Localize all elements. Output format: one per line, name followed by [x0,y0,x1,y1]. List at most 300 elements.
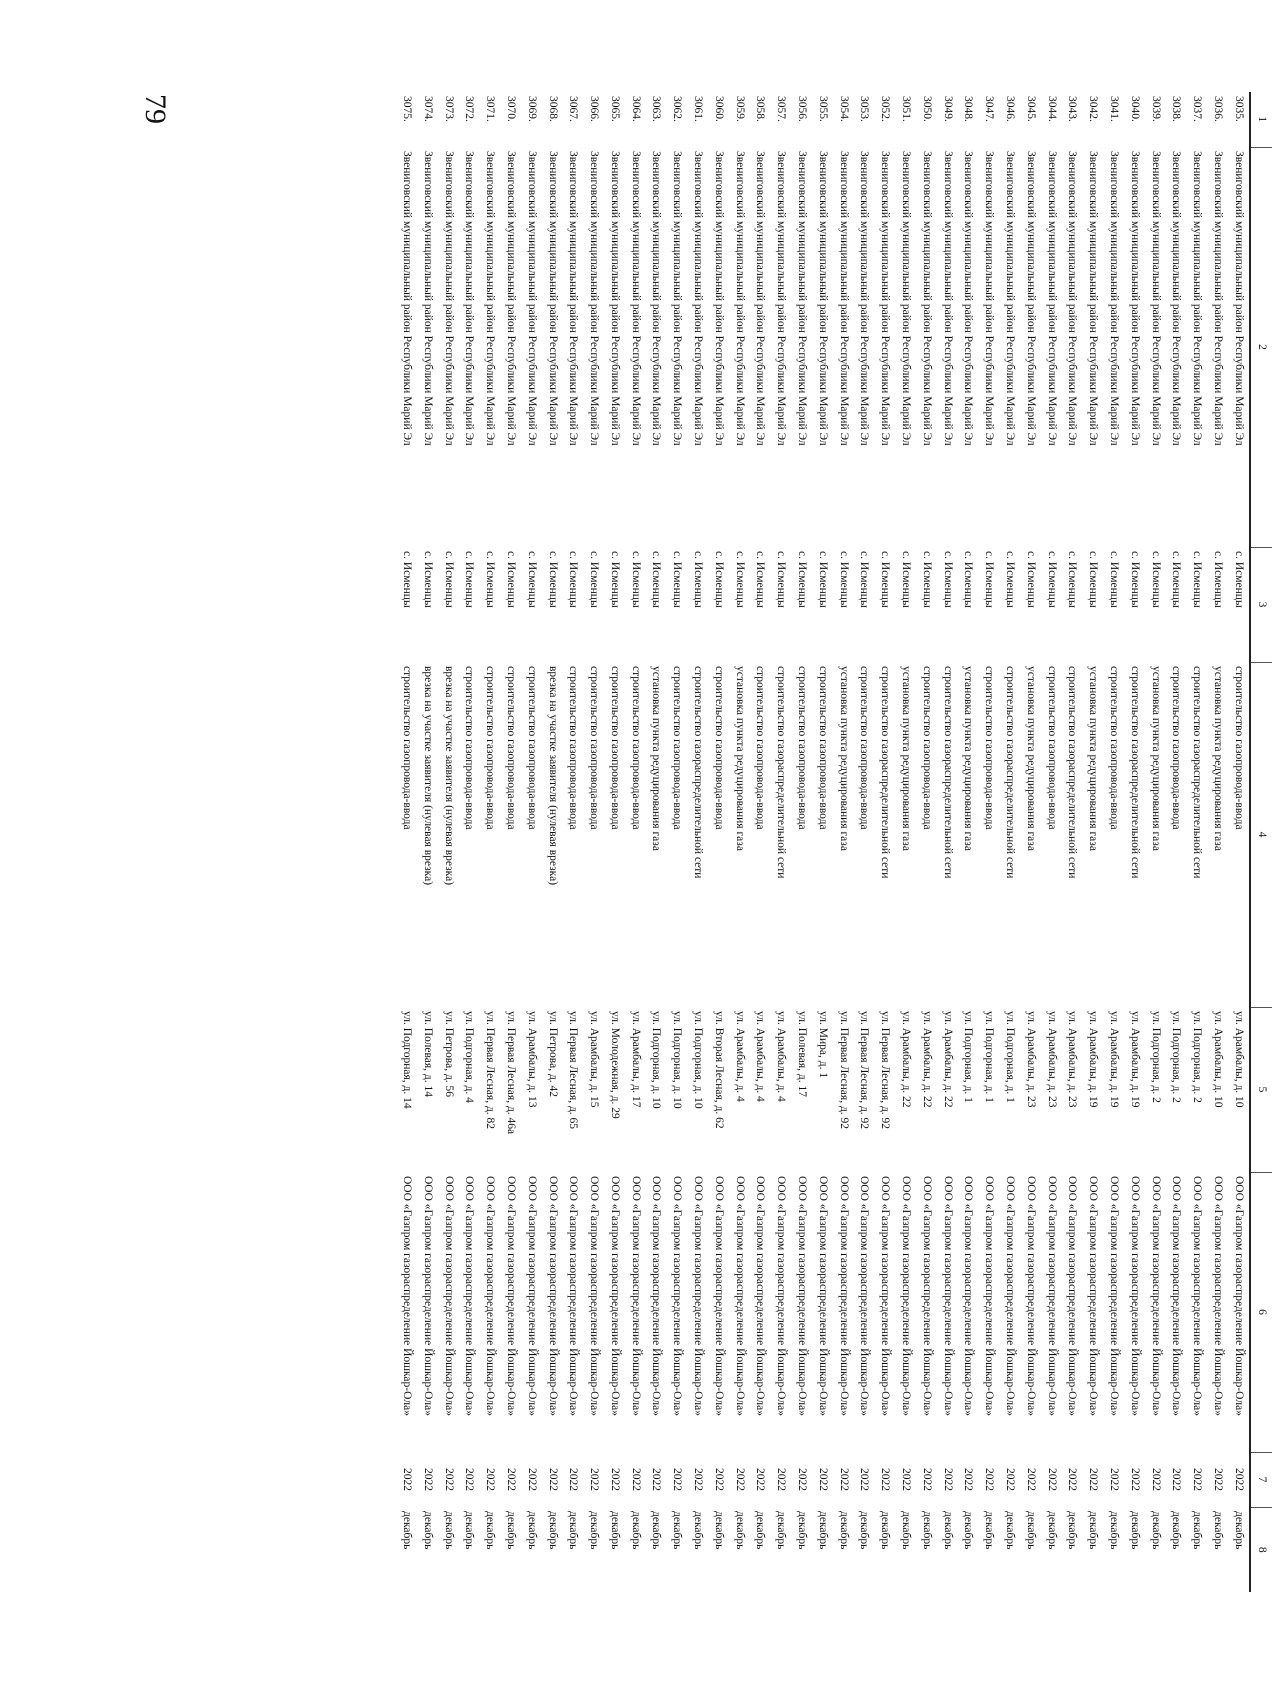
header-row [1250,92,1272,1592]
settlement-cell: с. Исменцы [900,551,913,608]
settlement-cell: с. Исменцы [1232,551,1245,608]
year-cell: 2022 [962,1468,975,1491]
month-cell: декабрь [1149,1511,1162,1550]
municipality-cell: Звениговский муниципальный район Республики Марий Эл [1108,151,1121,446]
month-cell: декабрь [1212,1511,1225,1550]
month-cell: декабрь [712,1511,725,1550]
settlement-cell: с. Исменцы [754,551,767,608]
row-number: 3038. [1170,96,1183,122]
table-row [792,92,813,1592]
municipality-cell: Звениговский муниципальный район Республики Марий Эл [421,151,434,446]
address-cell: ул. Вторая Лесная, д. 62 [712,1011,725,1129]
month-cell: декабрь [837,1511,850,1550]
work-type-cell: строительство газопровода-ввода [504,666,517,830]
table-row [1083,92,1104,1592]
settlement-cell: с. Исменцы [1045,551,1058,608]
settlement-cell: с. Исменцы [671,551,684,608]
settlement-cell: с. Исменцы [692,551,705,608]
month-cell: декабрь [816,1511,829,1550]
table-row [605,92,626,1592]
page-number: 79 [139,94,172,124]
settlement-cell: с. Исменцы [796,551,809,608]
table-row [667,92,688,1592]
municipality-cell: Звениговский муниципальный район Республики Марий Эл [1024,151,1037,446]
table-row [584,92,605,1592]
municipality-cell: Звениговский муниципальный район Республики Марий Эл [733,151,746,446]
row-number: 3035. [1232,96,1245,122]
municipality-cell: Звениговский муниципальный район Республики Марий Эл [983,151,996,446]
row-number: 3056. [796,96,809,122]
year-cell: 2022 [879,1468,892,1491]
organization-cell: ООО «Газпром газораспределение Йошкар-Ола» [1024,1176,1037,1416]
settlement-cell: с. Исменцы [1128,551,1141,608]
address-cell: ул. Арамбалы, д. 22 [920,1011,933,1108]
organization-cell: ООО «Газпром газораспределение Йошкар-Ола» [567,1176,580,1416]
work-type-cell: врезка на участке заявителя (нулевая врезка) [442,666,455,886]
address-cell: ул. Арамбалы, д. 4 [733,1011,746,1102]
month-cell: декабрь [546,1511,559,1550]
row-number: 3069. [525,96,538,122]
municipality-cell: Звениговский муниципальный район Республики Марий Эл [858,151,871,446]
address-cell: ул. Подгорная, д. 14 [400,1011,413,1109]
address-cell: ул. Первая Лесная, д. 92 [837,1011,850,1130]
municipality-cell: Звениговский муниципальный район Республики Марий Эл [650,151,663,446]
table-row [459,92,480,1592]
work-type-cell: строительство газопровода-ввода [712,666,725,830]
settlement-cell: с. Исменцы [816,551,829,608]
month-cell: декабрь [442,1511,455,1550]
organization-cell: ООО «Газпром газораспределение Йошкар-Ола» [1191,1176,1204,1416]
year-cell: 2022 [1170,1468,1183,1491]
header-col-7: 7 [1250,1452,1272,1507]
work-type-cell: строительство газопровода-ввода [754,666,767,830]
address-cell: ул. Арамбалы, д. 10 [1232,1011,1245,1108]
municipality-cell: Звениговский муниципальный район Республики Марий Эл [775,151,788,446]
settlement-cell: с. Исменцы [1108,551,1121,608]
row-number: 3048. [962,96,975,122]
address-cell: ул. Подгорная, д. 10 [692,1011,705,1109]
address-cell: ул. Первая Лесная, д. 92 [879,1011,892,1130]
municipality-cell: Звениговский муниципальный район Республики Марий Эл [671,151,684,446]
settlement-cell: с. Исменцы [941,551,954,608]
settlement-cell: с. Исменцы [546,551,559,608]
header-col-2: 2 [1250,147,1272,547]
organization-cell: ООО «Газпром газораспределение Йошкар-Ола» [858,1176,871,1416]
month-cell: декабрь [879,1511,892,1550]
address-cell: ул. Подгорная, д. 10 [650,1011,663,1109]
municipality-cell: Звениговский муниципальный район Республики Марий Эл [1045,151,1058,446]
table-row [854,92,875,1592]
month-cell: декабрь [1004,1511,1017,1550]
municipality-cell: Звениговский муниципальный район Республики Марий Эл [712,151,725,446]
row-number: 3051. [900,96,913,122]
settlement-cell: с. Исменцы [629,551,642,608]
year-cell: 2022 [796,1468,809,1491]
month-cell: декабрь [858,1511,871,1550]
work-type-cell: строительство газораспределительной сети [1128,666,1141,879]
organization-cell: ООО «Газпром газораспределение Йошкар-Ола» [421,1176,434,1416]
table-row [688,92,709,1592]
row-number: 3055. [816,96,829,122]
settlement-cell: с. Исменцы [421,551,434,608]
settlement-cell: с. Исменцы [1066,551,1079,608]
work-type-cell: строительство газопровода-ввода [1108,666,1121,830]
row-number: 3070. [504,96,517,122]
address-cell: ул. Арамбалы, д. 22 [900,1011,913,1108]
organization-cell: ООО «Газпром газораспределение Йошкар-Ола» [588,1176,601,1416]
month-cell: декабрь [484,1511,497,1550]
year-cell: 2022 [712,1468,725,1491]
table-row [625,92,646,1592]
month-cell: декабрь [1128,1511,1141,1550]
table-row [1000,92,1021,1592]
row-number: 3075. [400,96,413,122]
table-row [1124,92,1145,1592]
address-cell: ул. Подгорная, д. 1 [962,1011,975,1103]
year-cell: 2022 [1232,1468,1245,1491]
rotated-table-container [384,92,1272,1592]
municipality-cell: Звениговский муниципальный район Республики Марий Эл [1128,151,1141,446]
organization-cell: ООО «Газпром газораспределение Йошкар-Ола» [796,1176,809,1416]
organization-cell: ООО «Газпром газораспределение Йошкар-Ола» [1066,1176,1079,1416]
work-type-cell: строительство газопровода-ввода [484,666,497,830]
municipality-cell: Звениговский муниципальный район Республики Марий Эл [962,151,975,446]
month-cell: декабрь [400,1511,413,1550]
month-cell: декабрь [1024,1511,1037,1550]
address-cell: ул. Подгорная, д. 2 [1170,1011,1183,1103]
work-type-cell: строительство газопровода-ввода [525,666,538,830]
work-type-cell: установка пункта редуцирования газа [1024,666,1037,851]
year-cell: 2022 [858,1468,871,1491]
year-cell: 2022 [671,1468,684,1491]
month-cell: декабрь [733,1511,746,1550]
settlement-cell: с. Исменцы [1004,551,1017,608]
month-cell: декабрь [1232,1511,1245,1550]
address-cell: ул. Арамбалы, д. 15 [588,1011,601,1108]
table-row [958,92,979,1592]
month-cell: декабрь [1087,1511,1100,1550]
month-cell: декабрь [504,1511,517,1550]
settlement-cell: с. Исменцы [484,551,497,608]
organization-cell: ООО «Газпром газораспределение Йошкар-Ола» [1004,1176,1017,1416]
municipality-cell: Звениговский муниципальный район Республики Марий Эл [400,151,413,446]
row-number: 3074. [421,96,434,122]
address-cell: ул. Арамбалы, д. 19 [1128,1011,1141,1108]
work-type-cell: строительство газопровода-ввода [400,666,413,830]
year-cell: 2022 [920,1468,933,1491]
month-cell: декабрь [1191,1511,1204,1550]
organization-cell: ООО «Газпром газораспределение Йошкар-Ола» [920,1176,933,1416]
organization-cell: ООО «Газпром газораспределение Йошкар-Ола» [608,1176,621,1416]
table-row [750,92,771,1592]
settlement-cell: с. Исменцы [1149,551,1162,608]
municipality-cell: Звениговский муниципальный район Республики Марий Эл [1232,151,1245,446]
row-number: 3058. [754,96,767,122]
municipality-cell: Звениговский муниципальный район Республики Марий Эл [1170,151,1183,446]
table-row [1062,92,1083,1592]
registry-table [397,92,1272,1592]
row-number: 3036. [1212,96,1225,122]
settlement-cell: с. Исменцы [775,551,788,608]
work-type-cell: строительство газопровода-ввода [858,666,871,830]
month-cell: декабрь [900,1511,913,1550]
row-number: 3057. [775,96,788,122]
organization-cell: ООО «Газпром газораспределение Йошкар-Ола» [525,1176,538,1416]
year-cell: 2022 [1004,1468,1017,1491]
table-header [1250,92,1272,1592]
row-number: 3065. [608,96,621,122]
row-number: 3037. [1191,96,1204,122]
organization-cell: ООО «Газпром газораспределение Йошкар-Ола» [837,1176,850,1416]
header-col-3: 3 [1250,547,1272,662]
year-cell: 2022 [1212,1468,1225,1491]
table-row [417,92,438,1592]
year-cell: 2022 [692,1468,705,1491]
settlement-cell: с. Исменцы [837,551,850,608]
month-cell: декабрь [941,1511,954,1550]
month-cell: декабрь [671,1511,684,1550]
year-cell: 2022 [775,1468,788,1491]
organization-cell: ООО «Газпром газораспределение Йошкар-Ола» [941,1176,954,1416]
work-type-cell: строительство газопровода-ввода [920,666,933,830]
settlement-cell: с. Исменцы [442,551,455,608]
settlement-cell: с. Исменцы [1024,551,1037,608]
year-cell: 2022 [546,1468,559,1491]
year-cell: 2022 [1191,1468,1204,1491]
work-type-cell: строительство газопровода-ввода [1170,666,1183,830]
organization-cell: ООО «Газпром газораспределение Йошкар-Ола» [400,1176,413,1416]
municipality-cell: Звениговский муниципальный район Республики Марий Эл [920,151,933,446]
table-row [1104,92,1125,1592]
header-col-5: 5 [1250,1007,1272,1172]
address-cell: ул. Петрова, д. 42 [546,1011,559,1098]
address-cell: ул. Полевая, д. 17 [796,1011,809,1098]
row-number: 3059. [733,96,746,122]
organization-cell: ООО «Газпром газораспределение Йошкар-Ола» [816,1176,829,1416]
settlement-cell: с. Исменцы [983,551,996,608]
work-type-cell: строительство газопровода-ввода [796,666,809,830]
table-row [646,92,667,1592]
table-row [438,92,459,1592]
work-type-cell: врезка на участке заявителя (нулевая врезка) [546,666,559,886]
year-cell: 2022 [608,1468,621,1491]
year-cell: 2022 [1045,1468,1058,1491]
row-number: 3041. [1108,96,1121,122]
table-row [1020,92,1041,1592]
work-type-cell: строительство газораспределительной сети [692,666,705,879]
row-number: 3049. [941,96,954,122]
table-row [916,92,937,1592]
row-number: 3042. [1087,96,1100,122]
municipality-cell: Звениговский муниципальный район Республики Марий Эл [900,151,913,446]
year-cell: 2022 [442,1468,455,1491]
work-type-cell: строительство газораспределительной сети [1191,666,1204,879]
organization-cell: ООО «Газпром газораспределение Йошкар-Ола» [1212,1176,1225,1416]
table-row [1228,92,1250,1592]
month-cell: декабрь [754,1511,767,1550]
organization-cell: ООО «Газпром газораспределение Йошкар-Ола» [712,1176,725,1416]
row-number: 3044. [1045,96,1058,122]
table-row [708,92,729,1592]
organization-cell: ООО «Газпром газораспределение Йошкар-Ола» [1149,1176,1162,1416]
month-cell: декабрь [962,1511,975,1550]
row-number: 3064. [629,96,642,122]
work-type-cell: строительство газопровода-ввода [671,666,684,830]
organization-cell: ООО «Газпром газораспределение Йошкар-Ола» [671,1176,684,1416]
work-type-cell: строительство газопровода-ввода [463,666,476,830]
year-cell: 2022 [1087,1468,1100,1491]
organization-cell: ООО «Газпром газораспределение Йошкар-Ола» [775,1176,788,1416]
organization-cell: ООО «Газпром газораспределение Йошкар-Ола» [983,1176,996,1416]
month-cell: декабрь [1066,1511,1079,1550]
header-col-8: 8 [1250,1507,1272,1592]
municipality-cell: Звениговский муниципальный район Республики Марий Эл [837,151,850,446]
year-cell: 2022 [754,1468,767,1491]
organization-cell: ООО «Газпром газораспределение Йошкар-Ола» [962,1176,975,1416]
work-type-cell: установка пункта редуцирования газа [1149,666,1162,851]
address-cell: ул. Арамбалы, д. 19 [1087,1011,1100,1108]
settlement-cell: с. Исменцы [463,551,476,608]
month-cell: декабрь [1045,1511,1058,1550]
row-number: 3072. [463,96,476,122]
address-cell: ул. Подгорная, д. 1 [1004,1011,1017,1103]
address-cell: ул. Подгорная, д. 2 [1191,1011,1204,1103]
settlement-cell: с. Исменцы [712,551,725,608]
work-type-cell: строительство газораспределительной сети [775,666,788,879]
organization-cell: ООО «Газпром газораспределение Йошкар-Ола» [900,1176,913,1416]
settlement-cell: с. Исменцы [567,551,580,608]
table-row [1145,92,1166,1592]
municipality-cell: Звениговский муниципальный район Республики Марий Эл [1212,151,1225,446]
work-type-cell: строительство газопровода-ввода [567,666,580,830]
row-number: 3050. [920,96,933,122]
address-cell: ул. Арамбалы, д. 19 [1108,1011,1121,1108]
row-number: 3071. [484,96,497,122]
settlement-cell: с. Исменцы [525,551,538,608]
organization-cell: ООО «Газпром газораспределение Йошкар-Ола» [504,1176,517,1416]
address-cell: ул. Первая Лесная, д. 65 [567,1011,580,1130]
year-cell: 2022 [504,1468,517,1491]
header-col-6: 6 [1250,1172,1272,1452]
address-cell: ул. Арамбалы, д. 10 [1212,1011,1225,1108]
row-number: 3043. [1066,96,1079,122]
organization-cell: ООО «Газпром газораспределение Йошкар-Ола» [1128,1176,1141,1416]
header-col-1: 1 [1250,92,1272,147]
year-cell: 2022 [983,1468,996,1491]
work-type-cell: строительство газораспределительной сети [879,666,892,879]
address-cell: ул. Подгорная, д. 4 [463,1011,476,1103]
work-type-cell: строительство газопровода-ввода [1045,666,1058,830]
work-type-cell: установка пункта редуцирования газа [650,666,663,851]
organization-cell: ООО «Газпром газораспределение Йошкар-Ола» [1045,1176,1058,1416]
table-row [1041,92,1062,1592]
settlement-cell: с. Исменцы [962,551,975,608]
row-number: 3054. [837,96,850,122]
table-row [521,92,542,1592]
month-cell: декабрь [421,1511,434,1550]
year-cell: 2022 [1024,1468,1037,1491]
year-cell: 2022 [816,1468,829,1491]
month-cell: декабрь [1108,1511,1121,1550]
row-number: 3046. [1004,96,1017,122]
table-row [896,92,917,1592]
address-cell: ул. Первая Лесная, д. 82 [484,1011,497,1130]
municipality-cell: Звениговский муниципальный район Республики Марий Эл [941,151,954,446]
work-type-cell: установка пункта редуцирования газа [1087,666,1100,851]
address-cell: ул. Арамбалы, д. 23 [1045,1011,1058,1108]
year-cell: 2022 [1108,1468,1121,1491]
month-cell: декабрь [650,1511,663,1550]
address-cell: ул. Арамбалы, д. 4 [754,1011,767,1102]
municipality-cell: Звениговский муниципальный район Республики Марий Эл [546,151,559,446]
settlement-cell: с. Исменцы [504,551,517,608]
month-cell: декабрь [629,1511,642,1550]
organization-cell: ООО «Газпром газораспределение Йошкар-Ола» [463,1176,476,1416]
address-cell: ул. Арамбалы, д. 23 [1024,1011,1037,1108]
work-type-cell: строительство газопровода-ввода [608,666,621,830]
address-cell: ул. Первая Лесная, д. 46а [504,1011,517,1135]
address-cell: ул. Арамбалы, д. 13 [525,1011,538,1108]
table-row [729,92,750,1592]
work-type-cell: установка пункта редуцирования газа [837,666,850,851]
work-type-cell: строительство газопровода-ввода [983,666,996,830]
settlement-cell: с. Исменцы [920,551,933,608]
table-body [397,92,1251,1592]
municipality-cell: Звениговский муниципальный район Республики Марий Эл [1004,151,1017,446]
settlement-cell: с. Исменцы [400,551,413,608]
table-row [1166,92,1187,1592]
municipality-cell: Звениговский муниципальный район Республики Марий Эл [504,151,517,446]
month-cell: декабрь [983,1511,996,1550]
address-cell: ул. Молодежная, д. 29 [608,1011,621,1119]
row-number: 3039. [1149,96,1162,122]
municipality-cell: Звениговский муниципальный район Республики Марий Эл [442,151,455,446]
settlement-cell: с. Исменцы [1087,551,1100,608]
row-number: 3061. [692,96,705,122]
organization-cell: ООО «Газпром газораспределение Йошкар-Ола» [650,1176,663,1416]
address-cell: ул. Арамбалы, д. 22 [941,1011,954,1108]
settlement-cell: с. Исменцы [1212,551,1225,608]
year-cell: 2022 [525,1468,538,1491]
organization-cell: ООО «Газпром газораспределение Йошкар-Ола» [692,1176,705,1416]
address-cell: ул. Первая Лесная, д. 92 [858,1011,871,1130]
settlement-cell: с. Исменцы [650,551,663,608]
work-type-cell: строительство газопровода-ввода [629,666,642,830]
municipality-cell: Звениговский муниципальный район Республики Марий Эл [1191,151,1204,446]
municipality-cell: Звениговский муниципальный район Республики Марий Эл [796,151,809,446]
table-row [563,92,584,1592]
year-cell: 2022 [900,1468,913,1491]
row-number: 3040. [1128,96,1141,122]
year-cell: 2022 [588,1468,601,1491]
organization-cell: ООО «Газпром газораспределение Йошкар-Ола» [733,1176,746,1416]
table-row [480,92,501,1592]
row-number: 3060. [712,96,725,122]
work-type-cell: установка пункта редуцирования газа [1212,666,1225,851]
row-number: 3045. [1024,96,1037,122]
year-cell: 2022 [733,1468,746,1491]
table-row [501,92,522,1592]
municipality-cell: Звениговский муниципальный район Республики Марий Эл [463,151,476,446]
year-cell: 2022 [837,1468,850,1491]
work-type-cell: установка пункта редуцирования газа [733,666,746,851]
address-cell: ул. Мира, д. 1 [816,1011,829,1079]
municipality-cell: Звениговский муниципальный район Республики Марий Эл [588,151,601,446]
address-cell: ул. Петрова, д. 56 [442,1011,455,1098]
settlement-cell: с. Исменцы [1170,551,1183,608]
organization-cell: ООО «Газпром газораспределение Йошкар-Ола» [629,1176,642,1416]
municipality-cell: Звениговский муниципальный район Республики Марий Эл [692,151,705,446]
